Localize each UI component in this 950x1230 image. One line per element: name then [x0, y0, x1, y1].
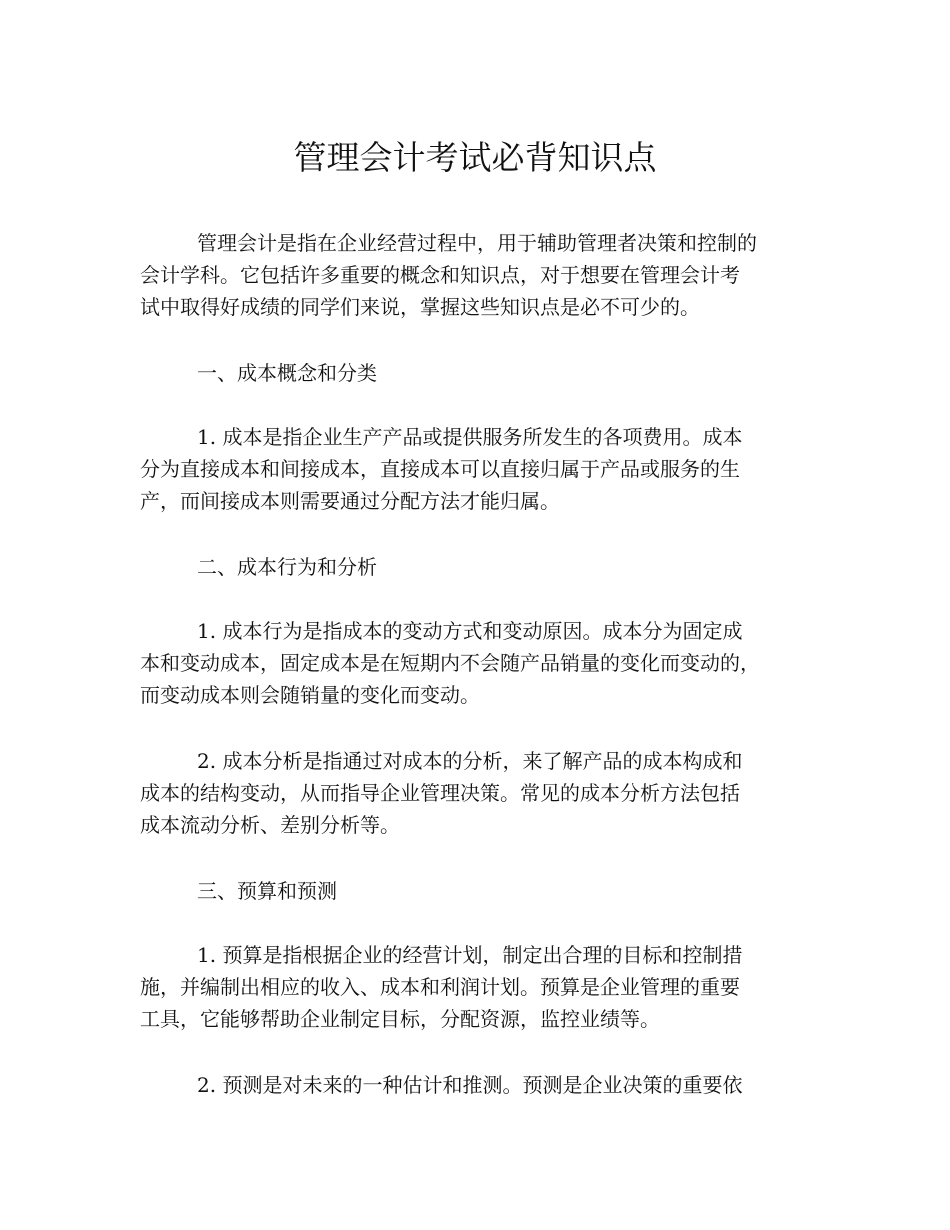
paragraph-line: 施，并编制出相应的收入、成本和利润计划。预算是企业管理的重要: [140, 975, 740, 999]
section-heading: 三、预算和预测: [197, 879, 337, 903]
paragraph-line: 而变动成本则会随销量的变化而变动。: [140, 683, 480, 707]
paragraph-line: 成本的结构变动，从而指导企业管理决策。常见的成本分析方法包括: [140, 781, 740, 805]
paragraph-line: 1. 成本是指企业生产产品或提供服务所发生的各项费用。成本: [197, 425, 743, 449]
intro-line: 管理会计是指在企业经营过程中，用于辅助管理者决策和控制的: [197, 231, 757, 255]
section-heading: 一、成本概念和分类: [197, 361, 377, 385]
section-3-heading-block: [140, 875, 830, 907]
section-1-item-1: [140, 421, 830, 517]
paragraph-line: 分为直接成本和间接成本，直接成本可以直接归属于产品或服务的生: [140, 457, 740, 481]
paragraph-line: 1. 成本行为是指成本的变动方式和变动原因。成本分为固定成: [197, 619, 743, 643]
section-2-item-1: [140, 615, 830, 711]
section-heading: 二、成本行为和分析: [197, 555, 377, 579]
section-3-item-1: [140, 939, 830, 1035]
paragraph-line: 工具，它能够帮助企业制定目标，分配资源，监控业绩等。: [140, 1007, 660, 1031]
paragraph-line: 成本流动分析、差别分析等。: [140, 813, 400, 837]
section-1-heading-block: [140, 357, 830, 389]
paragraph-line: 1. 预算是指根据企业的经营计划，制定出合理的目标和控制措: [197, 943, 743, 967]
section-2-heading-block: [140, 551, 830, 583]
document-title: 管理会计考试必背知识点: [293, 138, 657, 177]
paragraph-line: 产，而间接成本则需要通过分配方法才能归属。: [140, 489, 560, 513]
intro-paragraph: [140, 227, 830, 323]
paragraph-line: 2. 预测是对未来的一种估计和推测。预测是企业决策的重要依: [197, 1073, 743, 1097]
paragraph-line: 2. 成本分析是指通过对成本的分析，来了解产品的成本构成和: [197, 749, 743, 773]
section-2-item-2: [140, 745, 830, 841]
section-3-item-2: [140, 1069, 830, 1101]
intro-line: 试中取得好成绩的同学们来说，掌握这些知识点是必不可少的。: [140, 295, 700, 319]
intro-line: 会计学科。它包括许多重要的概念和知识点，对于想要在管理会计考: [140, 263, 740, 287]
paragraph-line: 本和变动成本，固定成本是在短期内不会随产品销量的变化而变动的，: [140, 651, 760, 675]
